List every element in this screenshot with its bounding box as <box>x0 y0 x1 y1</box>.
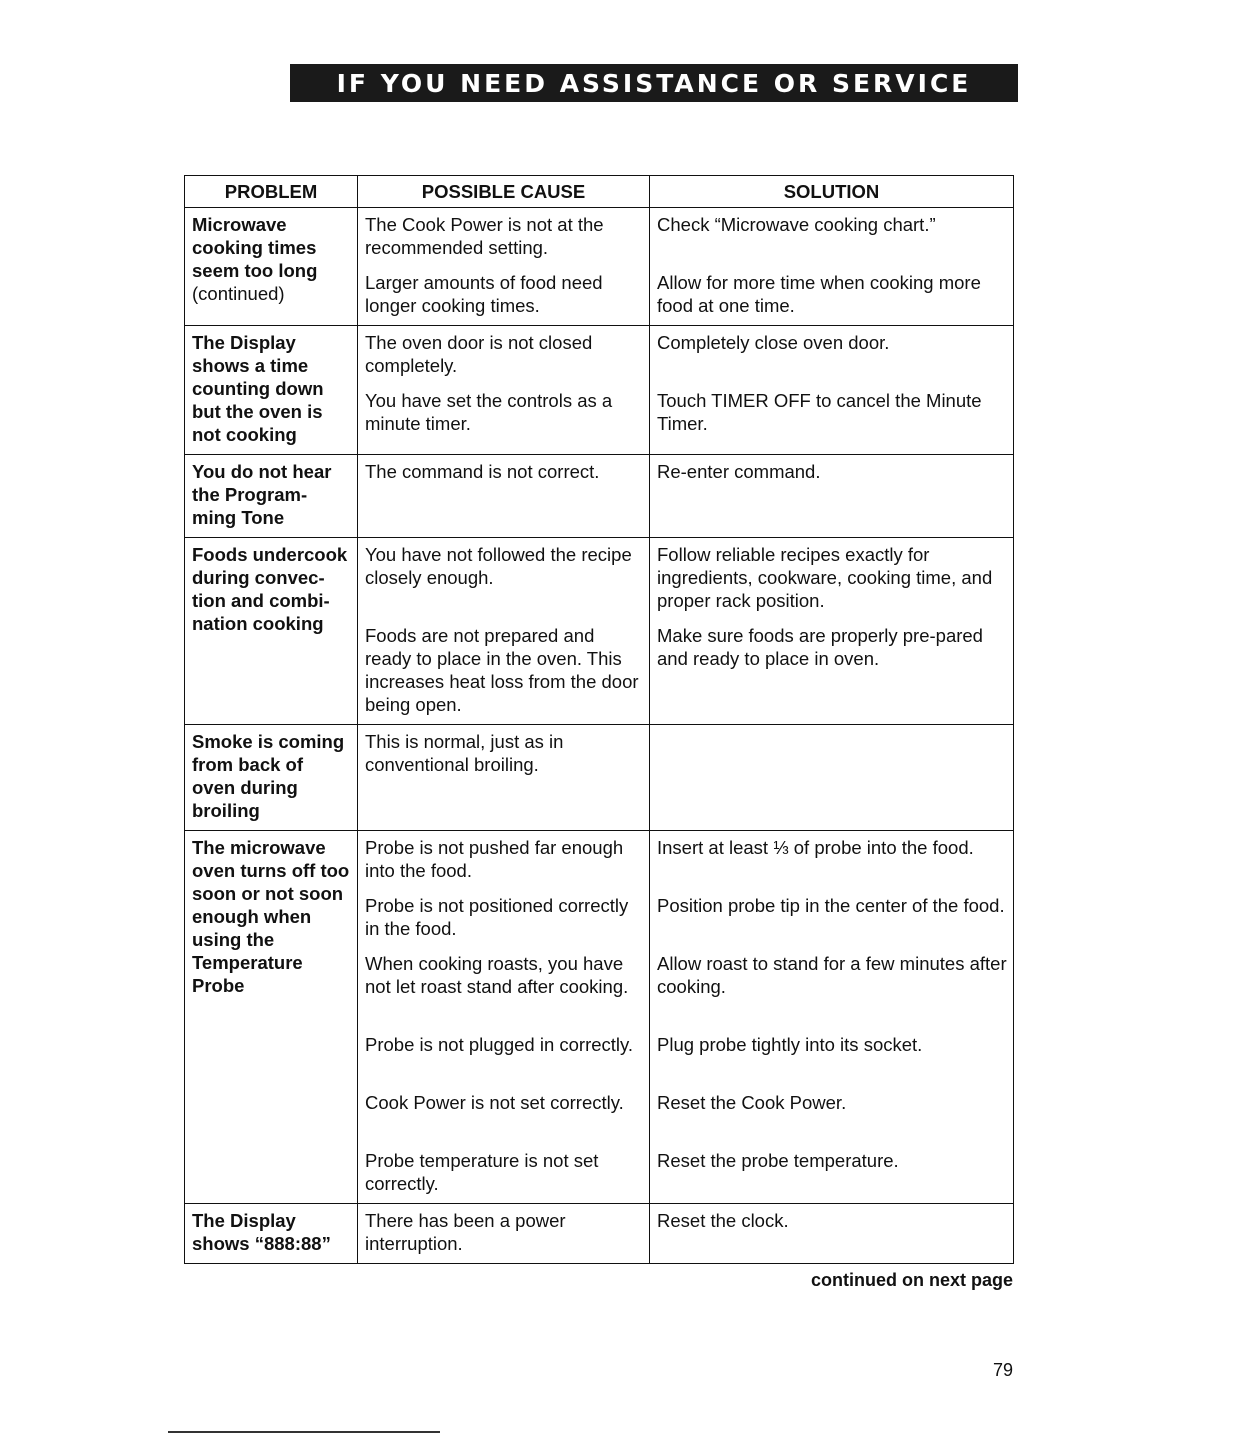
solution-text: Reset the clock. <box>657 1210 789 1231</box>
scan-artifact-line <box>168 1431 440 1433</box>
problem-cell <box>185 326 358 455</box>
section-banner <box>290 64 1018 102</box>
solution-text: Re-enter command. <box>657 461 821 482</box>
header-solution: SOLUTION <box>650 176 1014 208</box>
table-row <box>185 538 1014 725</box>
problem-text: Smoke is coming from back of oven during broiling <box>192 731 345 821</box>
cause-cell <box>358 455 650 538</box>
solution-cell <box>650 725 1014 831</box>
solution-text: Allow roast to stand for a few minutes after cooking. <box>657 953 1007 997</box>
problem-cell <box>185 538 358 725</box>
cause-text: Probe is not plugged in correctly. <box>365 1034 634 1055</box>
cause-cell <box>358 725 650 831</box>
table-row <box>185 455 1014 538</box>
problem-cell <box>185 831 358 1204</box>
solution-text: Follow reliable recipes exactly for ingredients, cookware, cooking time, and proper rack position. <box>657 544 993 611</box>
cause-cell <box>358 831 650 1204</box>
continued-note: continued on next page <box>810 1270 1013 1290</box>
solution-cell <box>650 831 1014 1204</box>
cause-cell <box>358 326 650 455</box>
problem-text: Microwave cooking times seem too long <box>192 214 318 281</box>
cause-text: Larger amounts of food need longer cooking times. <box>365 272 603 316</box>
cause-cell <box>358 208 650 326</box>
solution-cell <box>650 538 1014 725</box>
table-row <box>185 326 1014 455</box>
cause-text: Foods are not prepared and ready to place in the oven. This increases heat loss from the door being open. <box>365 625 639 715</box>
troubleshooting-table <box>184 175 1014 1264</box>
cause-cell <box>358 538 650 725</box>
problem-text: You do not hear the Program-ming Tone <box>192 461 332 528</box>
header-possible-cause: POSSIBLE CAUSE <box>358 176 650 208</box>
cause-text: When cooking roasts, you have not let roast stand after cooking. <box>365 953 629 997</box>
solution-text: Completely close oven door. <box>657 332 890 353</box>
solution-text: Allow for more time when cooking more food at one time. <box>657 272 981 316</box>
solution-cell <box>650 455 1014 538</box>
solution-cell <box>650 208 1014 326</box>
cause-text: The command is not correct. <box>365 461 600 482</box>
solution-text: Plug probe tightly into its socket. <box>657 1034 923 1055</box>
solution-text: Reset the Cook Power. <box>657 1092 847 1113</box>
cause-text: The oven door is not closed completely. <box>365 332 593 376</box>
cause-text: This is normal, just as in conventional broiling. <box>365 731 564 775</box>
cause-text: Probe temperature is not set correctly. <box>365 1150 599 1194</box>
problem-cell <box>185 208 358 326</box>
cause-text: The Cook Power is not at the recommended setting. <box>365 214 604 258</box>
solution-cell <box>650 326 1014 455</box>
page-number: 79 <box>992 1360 1013 1380</box>
cause-text: Probe is not pushed far enough into the food. <box>365 837 624 881</box>
solution-cell <box>650 1204 1014 1264</box>
cause-text: There has been a power interruption. <box>365 1210 566 1254</box>
header-problem: PROBLEM <box>185 176 358 208</box>
problem-text: The Display shows a time counting down but the oven is not cooking <box>192 332 324 445</box>
cause-text: You have not followed the recipe closely enough. <box>365 544 632 588</box>
cause-cell <box>358 1204 650 1264</box>
problem-text: Foods undercook during convec-tion and combi-nation cooking <box>192 544 348 634</box>
problem-cell <box>185 1204 358 1264</box>
section-title: IF YOU NEED ASSISTANCE OR SERVICE <box>336 68 972 98</box>
problem-cell <box>185 455 358 538</box>
solution-text: Reset the probe temperature. <box>657 1150 899 1171</box>
solution-text: Check “Microwave cooking chart.” <box>657 214 936 235</box>
table-row <box>185 1204 1014 1264</box>
table-row <box>185 831 1014 1204</box>
table-row <box>185 725 1014 831</box>
solution-text: Insert at least ⅓ of probe into the food. <box>657 837 974 858</box>
table-row <box>185 208 1014 326</box>
solution-text: Touch TIMER OFF to cancel the Minute Timer. <box>657 390 982 434</box>
solution-text: Make sure foods are properly pre-pared and ready to place in oven. <box>657 625 983 669</box>
problem-text: The microwave oven turns off too soon or not soon enough when using the Temperature Probe <box>192 837 350 996</box>
table-header-row <box>185 176 1014 208</box>
problem-cell <box>185 725 358 831</box>
problem-text: The Display shows “888:88” <box>192 1210 331 1254</box>
solution-text: Position probe tip in the center of the food. <box>657 895 1005 916</box>
problem-note: (continued) <box>192 283 285 304</box>
cause-text: Probe is not positioned correctly in the food. <box>365 895 629 939</box>
cause-text: You have set the controls as a minute timer. <box>365 390 613 434</box>
cause-text: Cook Power is not set correctly. <box>365 1092 624 1113</box>
